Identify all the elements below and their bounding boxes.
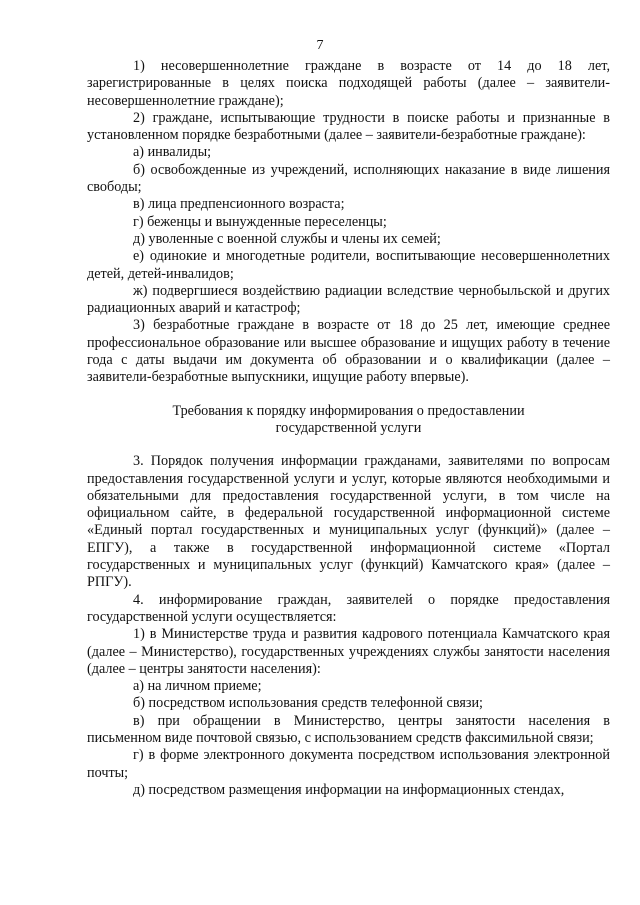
paragraph: 4. информирование граждан, заявителей о порядке предоставления государственной услуги осуществляется:: [87, 591, 610, 625]
paragraph: в) при обращении в Министерство, центры занятости населения в письменном виде почтовой связью, с использованием средств факсимильной связи;: [87, 712, 610, 746]
paragraph: б) освобожденные из учреждений, исполняющих наказание в виде лишения свободы;: [87, 161, 610, 196]
paragraph: б) посредством использования средств телефонной связи;: [133, 695, 484, 712]
paragraph: в) лица предпенсионного возраста;: [133, 196, 345, 213]
paragraph: а) на личном приеме;: [133, 678, 262, 695]
paragraph: е) одинокие и многодетные родители, воспитывающие несовершеннолетних детей, детей-инвалидов;: [87, 248, 610, 282]
document-body: [87, 58, 610, 799]
paragraph: а) инвалиды;: [133, 144, 212, 161]
paragraph: г) беженцы и вынужденные переселенцы;: [133, 213, 387, 230]
paragraph: 3) безработные граждане в возрасте от 18 до 25 лет, имеющие среднее профессиональное образование или высшее образование и ищущих работу в течение года с даты выдачи им документа об образовании и о квалификации (далее – заявители-безработные выпускники, ищущие работу впервые).: [87, 317, 610, 386]
paragraph: г) в форме электронного документа посредством использования электронной почты;: [87, 747, 610, 781]
section-heading-line-2: государственной услуги: [275, 419, 422, 436]
paragraph: 1) в Министерстве труда и развития кадрового потенциала Камчатского края (далее – Министерство), государственных учреждениях службы занятости населения (далее – центры занятости населения):: [87, 626, 610, 677]
paragraph: д) посредством размещения информации на информационных стендах,: [133, 781, 565, 798]
paragraph: 2) граждане, испытывающие трудности в поиске работы и признанные в установленном порядке безработными (далее – заявители-безработные граждане):: [87, 109, 610, 144]
page-number: 7: [316, 38, 324, 53]
paragraph: ж) подвергшиеся воздействию радиации вследствие чернобыльской и других радиационных аварий и катастроф;: [87, 282, 610, 317]
section-heading-line-1: Требования к порядку информирования о предоставлении: [172, 402, 525, 419]
paragraph: 3. Порядок получения информации гражданами, заявителями по вопросам предоставления государственной услуги и услуг, которые являются необходимыми и обязательными для предоставления государственной услуги, в том числе на официальном сайте, в федеральной государственной информационной системе «Единый портал государственных и муниципальных услуг (функций)» (далее – ЕПГУ), а также в государственной информационной системе «Портал государственных и муниципальных услуг (функций) Камчатского края» (далее – РПГУ).: [87, 453, 610, 591]
paragraph: д) уволенные с военной службы и члены их семей;: [133, 230, 441, 247]
paragraph: 1) несовершеннолетние граждане в возрасте от 14 до 18 лет, зарегистрированные в целях поиска подходящей работы (далее – заявители-несовершеннолетние граждане);: [87, 58, 610, 109]
